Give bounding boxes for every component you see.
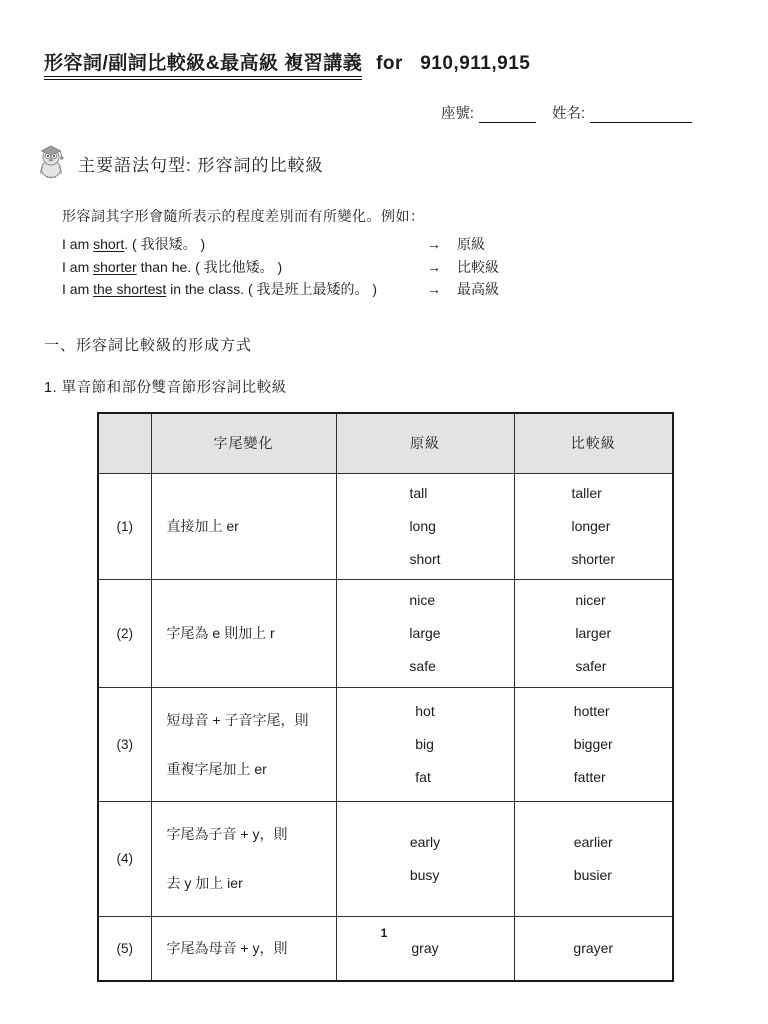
- example-line: [62, 256, 724, 279]
- arrow-icon: →: [427, 281, 441, 297]
- rule-line: 字尾為子音 + y，則: [166, 826, 288, 842]
- example-sentence: I am shorter than he. ( 我比他矮。 ): [62, 258, 283, 275]
- row-number-cell: (5): [98, 916, 151, 981]
- word: gray: [411, 939, 439, 956]
- base-form-cell: [336, 801, 514, 916]
- base-form-cell: [336, 473, 514, 579]
- page-title: [44, 48, 724, 75]
- example-sentence: I am the shortest in the class. ( 我是班上最矮的。 ): [62, 281, 378, 297]
- example-sentences: [62, 233, 724, 301]
- base-form-cell: [336, 687, 514, 801]
- scholar-owl-icon: [36, 143, 68, 184]
- table-header-row: [98, 413, 673, 474]
- part-one-subheading: 1. 單音節和部份雙音節形容詞比較級: [44, 379, 287, 396]
- row-number-cell: (1): [98, 473, 151, 579]
- word: large: [409, 624, 441, 641]
- table-row: [98, 801, 673, 916]
- name-blank-line: [590, 107, 692, 123]
- row-number-cell: (2): [98, 579, 151, 687]
- table-row: [98, 687, 673, 801]
- comparative-form-cell: [514, 473, 673, 579]
- comparative-rules-table: [97, 412, 674, 982]
- arrow-icon: →: [427, 258, 441, 275]
- section-heading-row: [36, 143, 724, 184]
- arrow-icon: →: [427, 236, 441, 252]
- name-label: 姓名:: [551, 106, 585, 122]
- table-row: [98, 473, 673, 579]
- word: earlier: [573, 833, 613, 850]
- intro-text: 形容詞其字形會隨所表示的程度差別而有所變化。例如：: [62, 208, 425, 224]
- word: busy: [409, 866, 440, 883]
- word: larger: [575, 624, 612, 641]
- degree-label: 比較級: [457, 258, 499, 275]
- rule-cell: [151, 801, 336, 916]
- column-header: [98, 413, 151, 474]
- rule-cell: [151, 579, 336, 687]
- example-sentence: I am short. ( 我很矮。 ): [62, 236, 206, 252]
- rule-line: 重複字尾加上 er: [166, 760, 267, 777]
- word: safer: [575, 657, 607, 674]
- word: longer: [571, 517, 611, 534]
- row-number-cell: (4): [98, 801, 151, 916]
- word: busier: [573, 866, 612, 883]
- column-header: 字尾變化: [151, 413, 336, 474]
- example-line: [62, 233, 724, 256]
- comparative-form-cell: [514, 579, 673, 687]
- rule-line: 直接加上 er: [166, 518, 239, 534]
- page-number: 1: [380, 926, 388, 940]
- word: bigger: [573, 735, 613, 752]
- degree-label: 最高級: [457, 281, 499, 297]
- word: safe: [409, 657, 436, 674]
- word: hot: [415, 702, 435, 719]
- row-number-cell: (3): [98, 687, 151, 801]
- degree-label: 原級: [457, 236, 485, 252]
- word: fat: [415, 768, 431, 785]
- page-title-suffix: for 910,911,915: [376, 53, 531, 74]
- comparative-form-cell: [514, 801, 673, 916]
- word: tall: [409, 484, 428, 501]
- word: short: [409, 550, 441, 567]
- comparative-form-cell: [514, 687, 673, 801]
- rule-line: 字尾為母音 + y，則: [166, 940, 288, 956]
- page-title-main: 形容詞/副詞比較級&最高級 複習講義: [44, 53, 362, 80]
- example-line: [62, 278, 724, 301]
- word: shorter: [571, 550, 616, 567]
- seat-name-row: [44, 102, 692, 123]
- rule-line: 短母音 + 子音字尾，則: [166, 711, 309, 728]
- word: fatter: [573, 768, 606, 785]
- seat-blank-line: [479, 107, 536, 123]
- seat-label: 座號:: [440, 106, 474, 122]
- rule-line: 去 y 加上 ier: [166, 875, 243, 891]
- word: big: [415, 735, 434, 752]
- column-header: 比較級: [514, 413, 673, 474]
- column-header: 原級: [336, 413, 514, 474]
- word: long: [409, 517, 436, 534]
- word: early: [409, 833, 441, 850]
- base-form-cell: [336, 579, 514, 687]
- word: taller: [571, 484, 602, 501]
- table-row: [98, 579, 673, 687]
- word: nicer: [575, 591, 606, 608]
- word: hotter: [573, 702, 610, 719]
- rule-line: 字尾為 e 則加上 r: [166, 625, 275, 641]
- rule-cell: [151, 687, 336, 801]
- word: nice: [409, 591, 436, 608]
- part-one-heading: 一、形容詞比較級的形成方式: [44, 336, 253, 354]
- rule-cell: [151, 473, 336, 579]
- section-heading: 主要語法句型: 形容詞的比較級: [78, 156, 324, 175]
- word: grayer: [573, 939, 614, 956]
